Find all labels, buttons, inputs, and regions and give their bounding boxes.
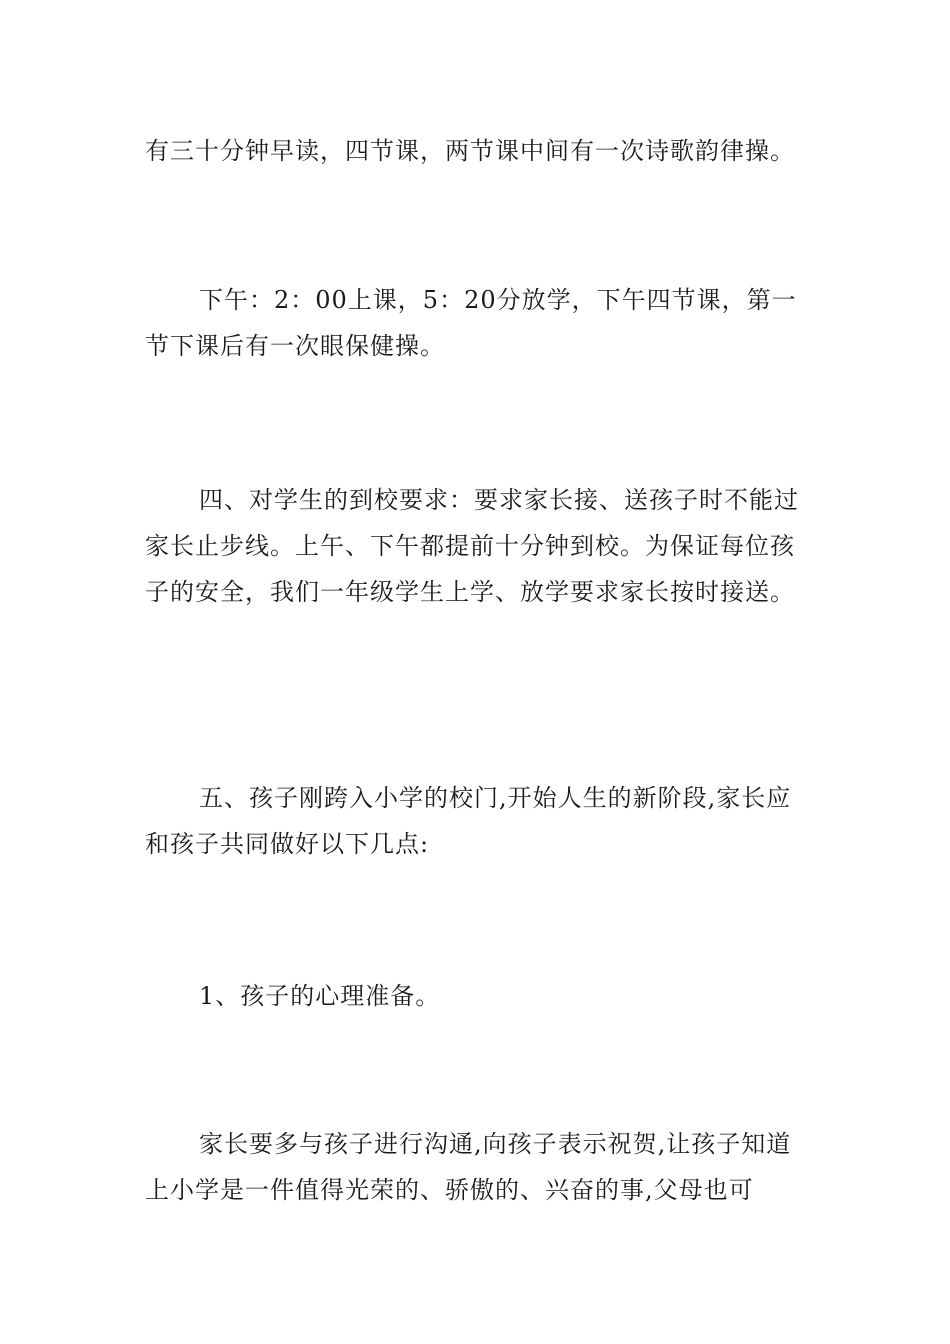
paragraph-parent-guidance: 五、孩子刚跨入小学的校门,开始人生的新阶段,家长应和孩子共同做好以下几点: [145, 784, 792, 858]
paragraph-psychological-prep: 1、孩子的心理准备。 [199, 982, 441, 1010]
paragraph-morning-schedule: 有三十分钟早读，四节课，两节课中间有一次诗歌韵律操。 [145, 137, 795, 165]
paragraph-arrival-requirements: 四、对学生的到校要求：要求家长接、送孩子时不能过家长止步线。上午、下午都提前十分钟到校。为保证每位孩子的安全，我们一年级学生上学、放学要求家长按时接送。 [145, 486, 799, 606]
paragraph-communication: 家长要多与孩子进行沟通,向孩子表示祝贺,让孩子知道上小学是一件值得光荣的、骄傲的、兴奋的事,父母也可 [145, 1130, 792, 1204]
paragraph-afternoon-schedule: 下午：2：00上课，5：20分放学，下午四节课，第一节下课后有一次眼保健操。 [145, 286, 797, 360]
